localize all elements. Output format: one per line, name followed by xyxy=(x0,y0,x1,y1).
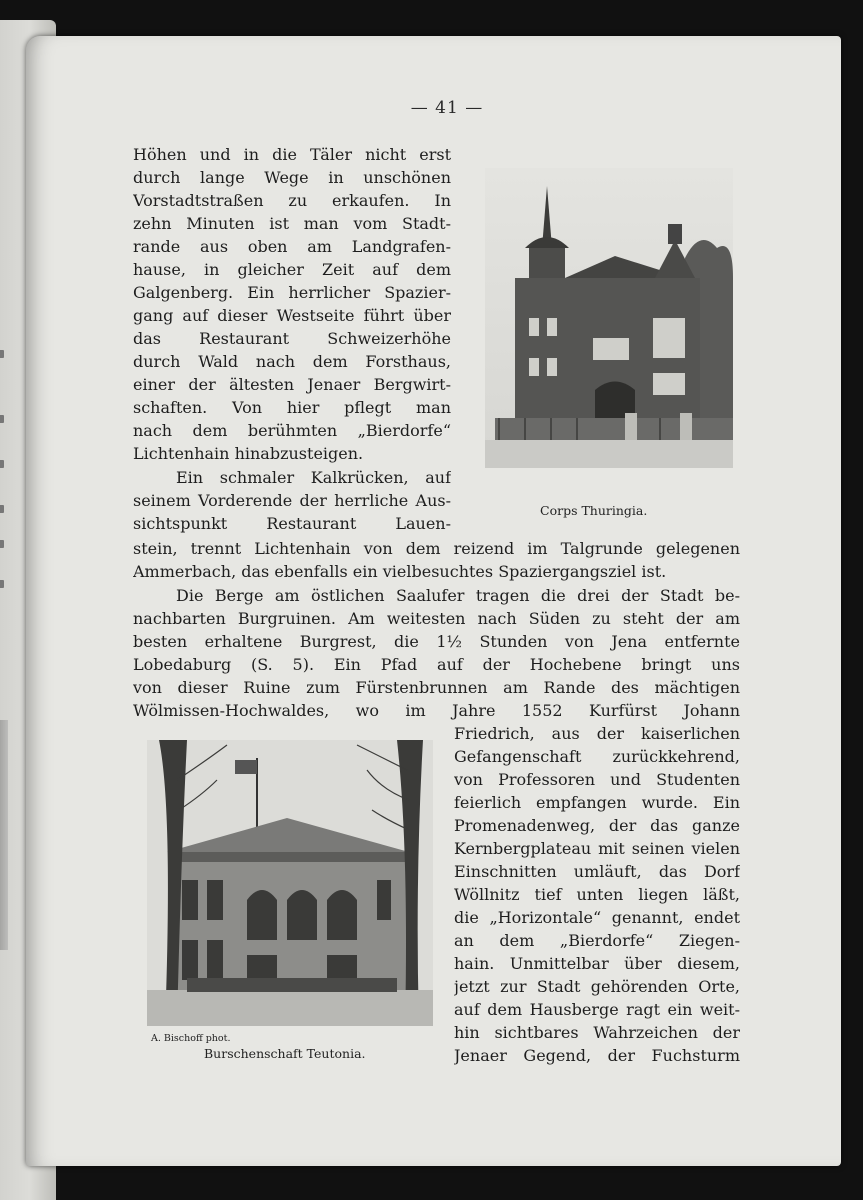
text-line: rande aus oben am Landgrafen- xyxy=(133,237,451,256)
text-line: Jenaer Gegend, der Fuchsturm xyxy=(454,1046,740,1065)
text-line: auf dem Hausberge ragt ein weit- xyxy=(454,1000,740,1019)
caption-corps-thuringia: Corps Thuringia. xyxy=(540,503,648,518)
text-line: Lichtenhain hinabzusteigen. xyxy=(133,444,364,463)
text-line: Gefangenschaft zurückkehrend, xyxy=(454,747,740,766)
text-line: besten erhaltene Burgrest, die 1½ Stunden von Jena entfernte xyxy=(133,632,740,651)
text-line: hain. Unmittelbar über diesem, xyxy=(454,954,740,973)
text-line: zehn Minuten ist man vom Stadt- xyxy=(133,214,451,233)
text-line: hause, in gleicher Zeit auf dem xyxy=(133,260,451,279)
text-line: nachbarten Burgruinen. Am weitesten nach Süden zu steht der am xyxy=(133,609,740,628)
text-line: einer der ältesten Jenaer Bergwirt- xyxy=(133,375,451,394)
text-line: Friedrich, aus der kaiserlichen xyxy=(454,724,740,743)
text-line: Galgenberg. Ein herrlicher Spazier- xyxy=(133,283,451,302)
text-line: gang auf dieser Westseite führt über xyxy=(133,306,451,325)
previous-page-mark xyxy=(0,540,4,548)
text-line: die „Horizontale“ genannt, endet xyxy=(454,908,740,927)
text-line: Die Berge am östlichen Saalufer tragen die drei der Stadt be- xyxy=(176,586,740,605)
text-line: Ammerbach, das ebenfalls ein vielbesuchtes Spaziergangsziel ist. xyxy=(133,562,667,581)
text-line: Lobedaburg (S. 5). Ein Pfad auf der Hochebene bringt uns xyxy=(133,655,740,674)
text-line: jetzt zur Stadt gehörenden Orte, xyxy=(454,977,740,996)
text-line: hin sichtbares Wahrzeichen der xyxy=(454,1023,740,1042)
previous-page-mark xyxy=(0,580,4,588)
photo-burschenschaft-teutonia xyxy=(147,740,433,1026)
text-line: Wölmissen-Hochwaldes, wo im Jahre 1552 Kurfürst Johann xyxy=(133,701,740,720)
text-line: seinem Vorderende der herrliche Aus- xyxy=(133,491,451,510)
text-line: von dieser Ruine zum Fürstenbrunnen am Rande des mächtigen xyxy=(133,678,740,697)
caption-burschenschaft-teutonia: Burschenschaft Teutonia. xyxy=(204,1046,366,1061)
text-line: stein, trennt Lichtenhain von dem reizend im Talgrunde gelegenen xyxy=(133,539,740,558)
text-line: das Restaurant Schweizerhöhe xyxy=(133,329,451,348)
previous-page-mark xyxy=(0,460,4,468)
previous-page-mark xyxy=(0,350,4,358)
text-line: Promenadenweg, der das ganze xyxy=(454,816,740,835)
photo-corps-thuringia xyxy=(485,168,733,468)
text-line: Einschnitten umläuft, das Dorf xyxy=(454,862,740,881)
previous-page-mark xyxy=(0,415,4,423)
text-line: Wöllnitz tief unten liegen läßt, xyxy=(454,885,740,904)
text-line: von Professoren und Studenten xyxy=(454,770,740,789)
text-line: nach dem berühmten „Bierdorfe“ xyxy=(133,421,451,440)
text-line: sichtspunkt Restaurant Lauen- xyxy=(133,514,451,533)
previous-page-mark xyxy=(0,505,4,513)
page-number: — 41 — xyxy=(410,98,484,118)
text-line: Ein schmaler Kalkrücken, auf xyxy=(176,468,451,487)
building-illustration xyxy=(485,168,733,468)
text-line: durch Wald nach dem Forsthaus, xyxy=(133,352,451,371)
text-line: an dem „Bierdorfe“ Ziegen- xyxy=(454,931,740,950)
photo-credit: A. Bischoff phot. xyxy=(151,1033,231,1044)
text-line: feierlich empfangen wurde. Ein xyxy=(454,793,740,812)
text-line: Kernbergplateau mit seinen vielen xyxy=(454,839,740,858)
text-line: Vorstadtstraßen zu erkaufen. In xyxy=(133,191,451,210)
text-line: schaften. Von hier pflegt man xyxy=(133,398,451,417)
text-line: durch lange Wege in unschönen xyxy=(133,168,451,187)
previous-page-shadow xyxy=(0,720,8,950)
text-line: Höhen und in die Täler nicht erst xyxy=(133,145,451,164)
building-illustration xyxy=(147,740,433,1026)
